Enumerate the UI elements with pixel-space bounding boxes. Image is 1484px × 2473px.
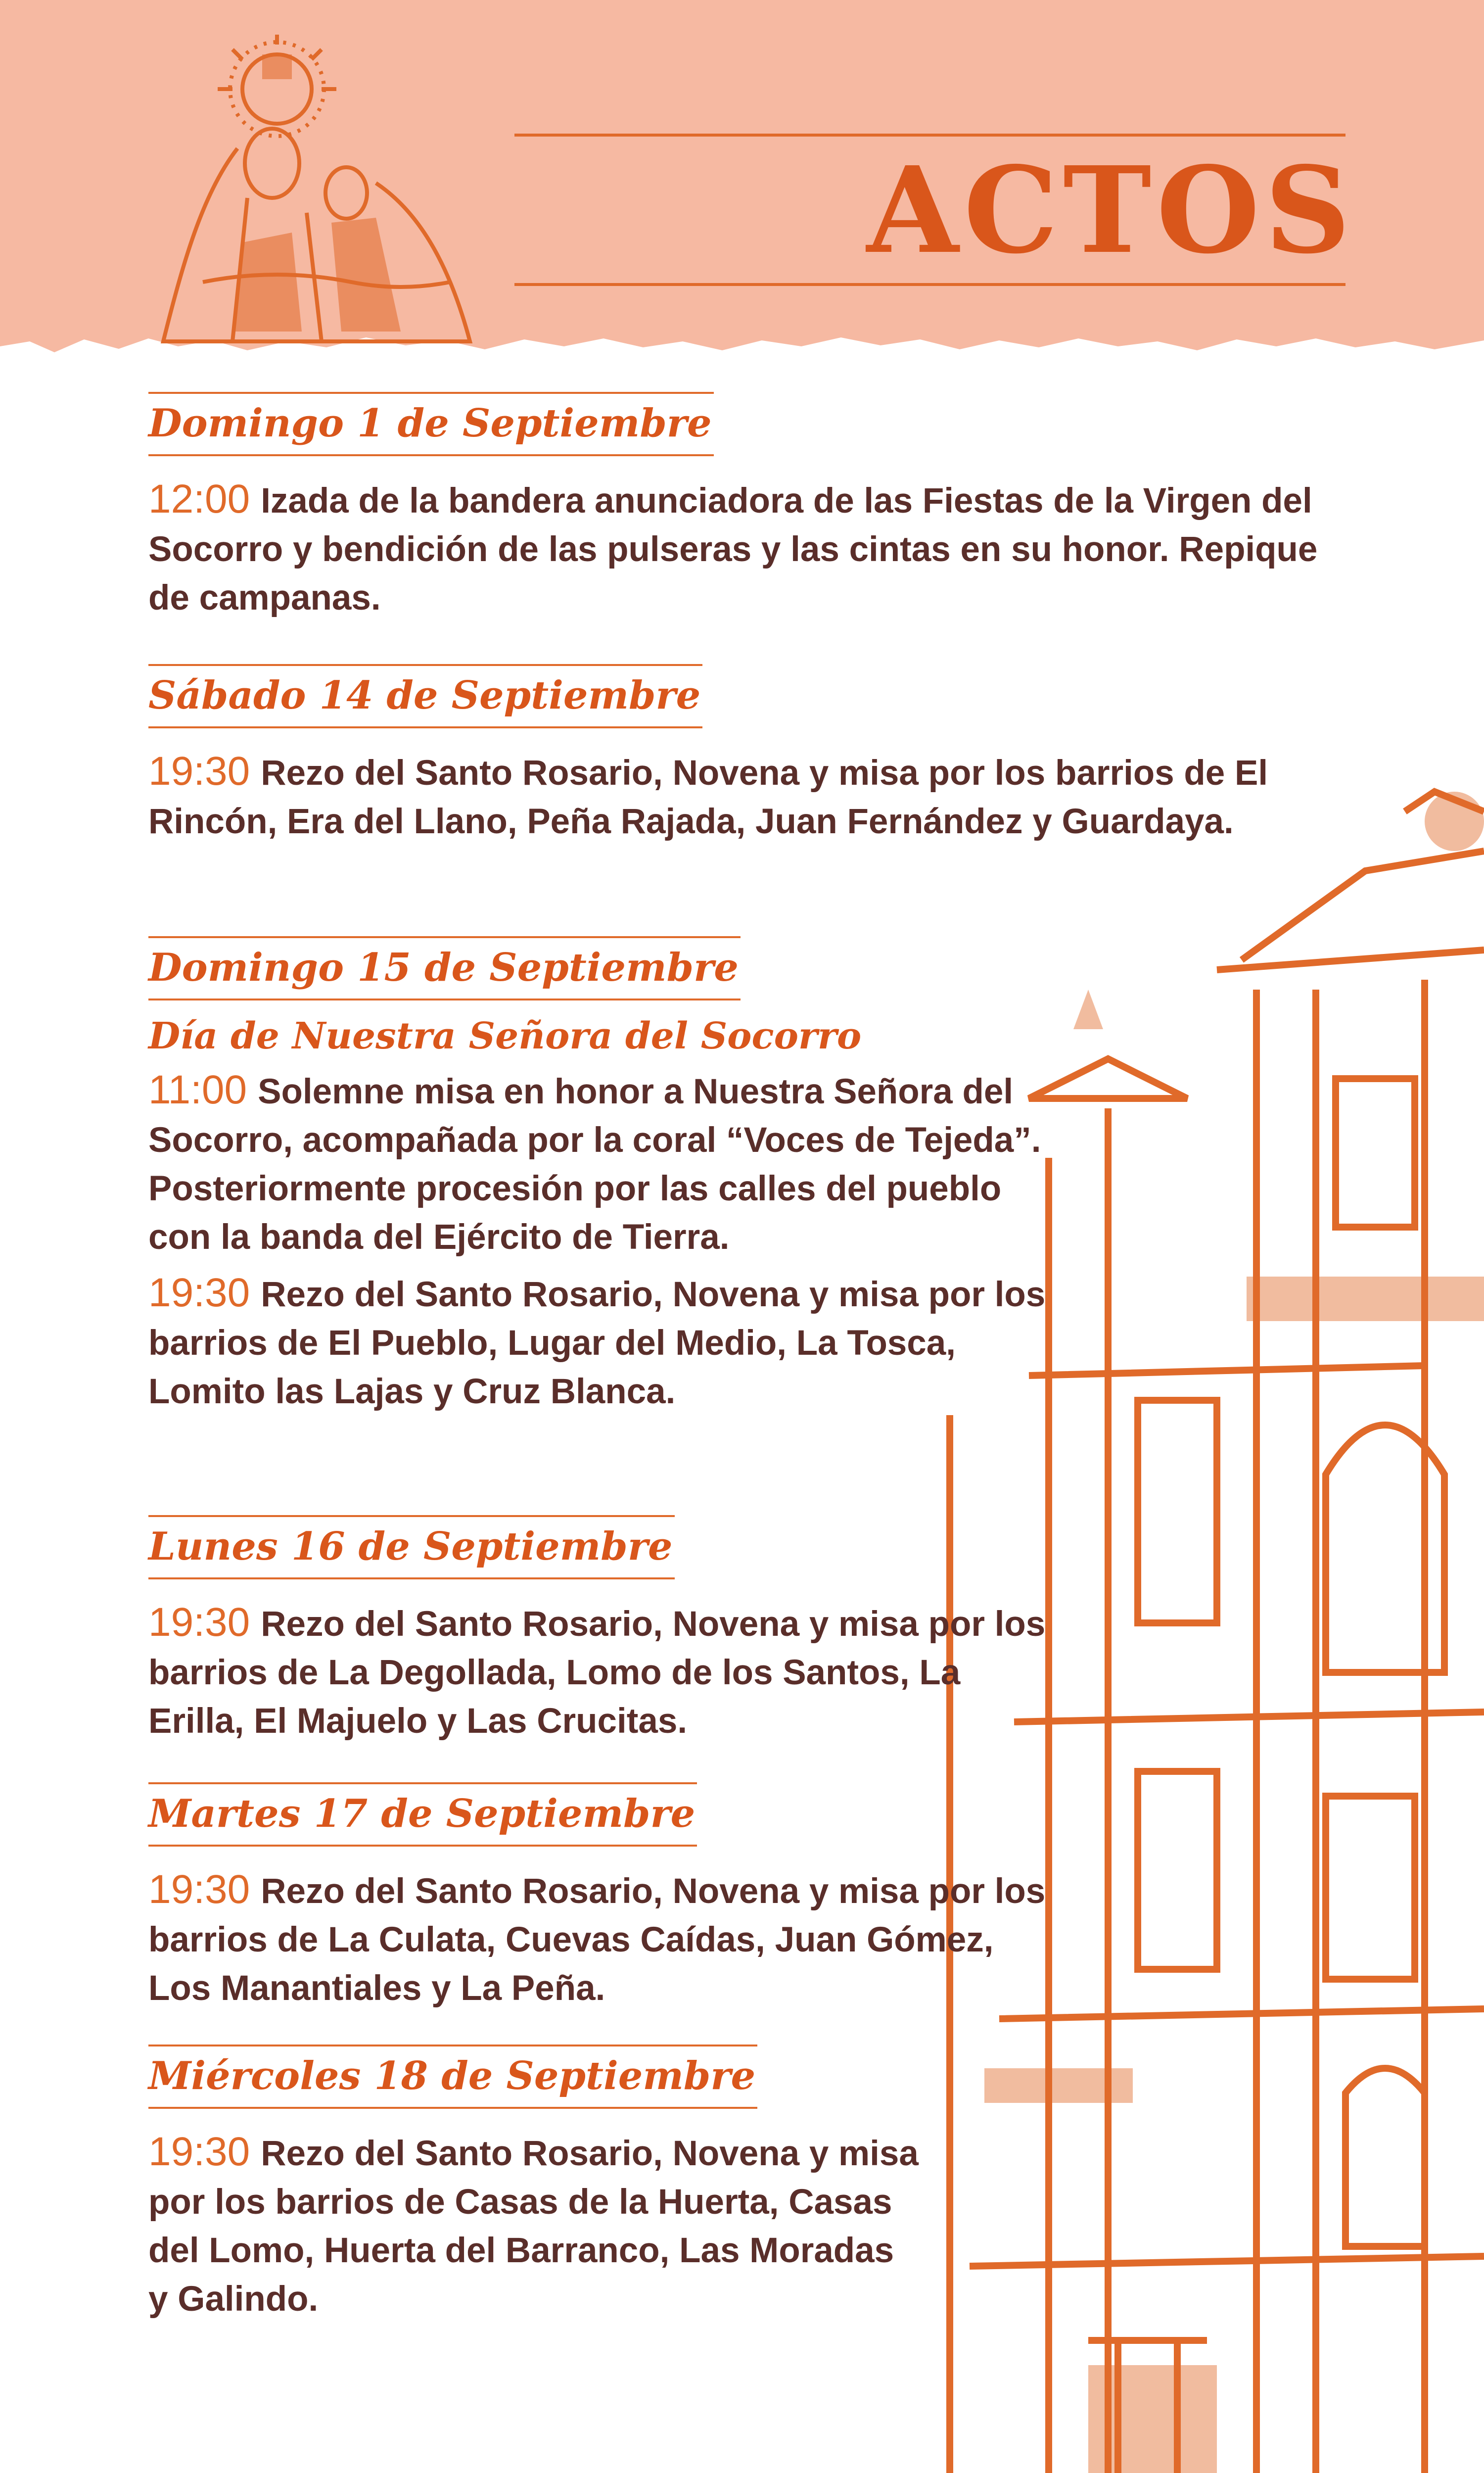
event-description: Rezo del Santo Rosario, Novena y misa por los barrios de Casas de la Huerta, Casas del Lomo, Huerta del Barranco, Las Moradas y Galindo. (148, 2134, 919, 2319)
day-heading (148, 1776, 697, 1854)
day-rule-bottom (148, 1845, 697, 1847)
day-rule-bottom (148, 999, 741, 1000)
event-time: 19:30 (148, 1867, 250, 1912)
event-time: 19:30 (148, 749, 250, 794)
event-time: 12:00 (148, 476, 250, 522)
day-section (148, 1509, 1049, 1746)
day-subtitle: Día de Nuestra Señora del Socorro (148, 1015, 862, 1057)
event-time: 19:30 (148, 1270, 250, 1315)
event-item (148, 1865, 1049, 2013)
event-item (148, 2128, 920, 2324)
event-time: 19:30 (148, 2129, 250, 2174)
event-item (148, 747, 1306, 846)
day-heading (148, 1509, 675, 1586)
day-rule-bottom (148, 1577, 675, 1579)
event-description: Rezo del Santo Rosario, Novena y misa por los barrios de La Degollada, Lomo de los Santos, La Erilla, El Majuelo y Las Crucitas. (148, 1605, 1046, 1741)
event-description: Rezo del Santo Rosario, Novena y misa por los barrios de La Culata, Cuevas Caídas, Juan Gómez, Los Manantiales y La Peña. (148, 1872, 1046, 2008)
event-time: 19:30 (148, 1600, 250, 1645)
title-rule-bottom (514, 283, 1345, 286)
day-heading (148, 386, 714, 463)
day-title: Martes 17 de Septiembre (148, 1791, 696, 1836)
day-title: Lunes 16 de Septiembre (148, 1524, 673, 1569)
day-section (148, 2039, 920, 2324)
virgin-illustration (143, 35, 490, 351)
event-description: Rezo del Santo Rosario, Novena y misa por los barrios de El Pueblo, Lugar del Medio, La Tosca, Lomito las Lajas y Cruz Blanca. (148, 1275, 1046, 1411)
event-item (148, 1066, 1068, 1262)
day-rule-bottom (148, 2107, 757, 2109)
day-heading (148, 2039, 757, 2116)
day-section (148, 1776, 1049, 2013)
day-title: Miércoles 18 de Septiembre (148, 2053, 756, 2098)
event-item (148, 475, 1365, 622)
event-item (148, 1598, 1049, 1746)
day-section (148, 386, 1365, 622)
day-section (148, 930, 1068, 1416)
day-title: Domingo 15 de Septiembre (148, 945, 739, 990)
day-title: Sábado 14 de Septiembre (148, 673, 701, 718)
day-heading (148, 658, 702, 735)
page-title: ACTOS (866, 141, 1355, 280)
day-section (148, 658, 1306, 846)
event-description: Solemne misa en honor a Nuestra Señora del Socorro, acompañada por la coral “Voces de Tejeda”. Posteriormente procesión por las calles del pueblo con la banda del Ejército de Tierra. (148, 1072, 1041, 1257)
day-heading (148, 930, 741, 1007)
event-description: Izada de la bandera anunciadora de las Fiestas de la Virgen del Socorro y bendición de las pulseras y las cintas en su honor. Repique de campanas. (148, 481, 1318, 618)
event-time: 11:00 (148, 1067, 247, 1112)
day-title: Domingo 1 de Septiembre (148, 401, 712, 446)
day-rule-bottom (148, 454, 714, 456)
event-item (148, 1269, 1068, 1416)
event-description: Rezo del Santo Rosario, Novena y misa por los barrios de El Rincón, Era del Llano, Peña Rajada, Juan Fernández y Guardaya. (148, 754, 1268, 841)
day-rule-bottom (148, 726, 702, 728)
title-rule-top (514, 134, 1345, 137)
